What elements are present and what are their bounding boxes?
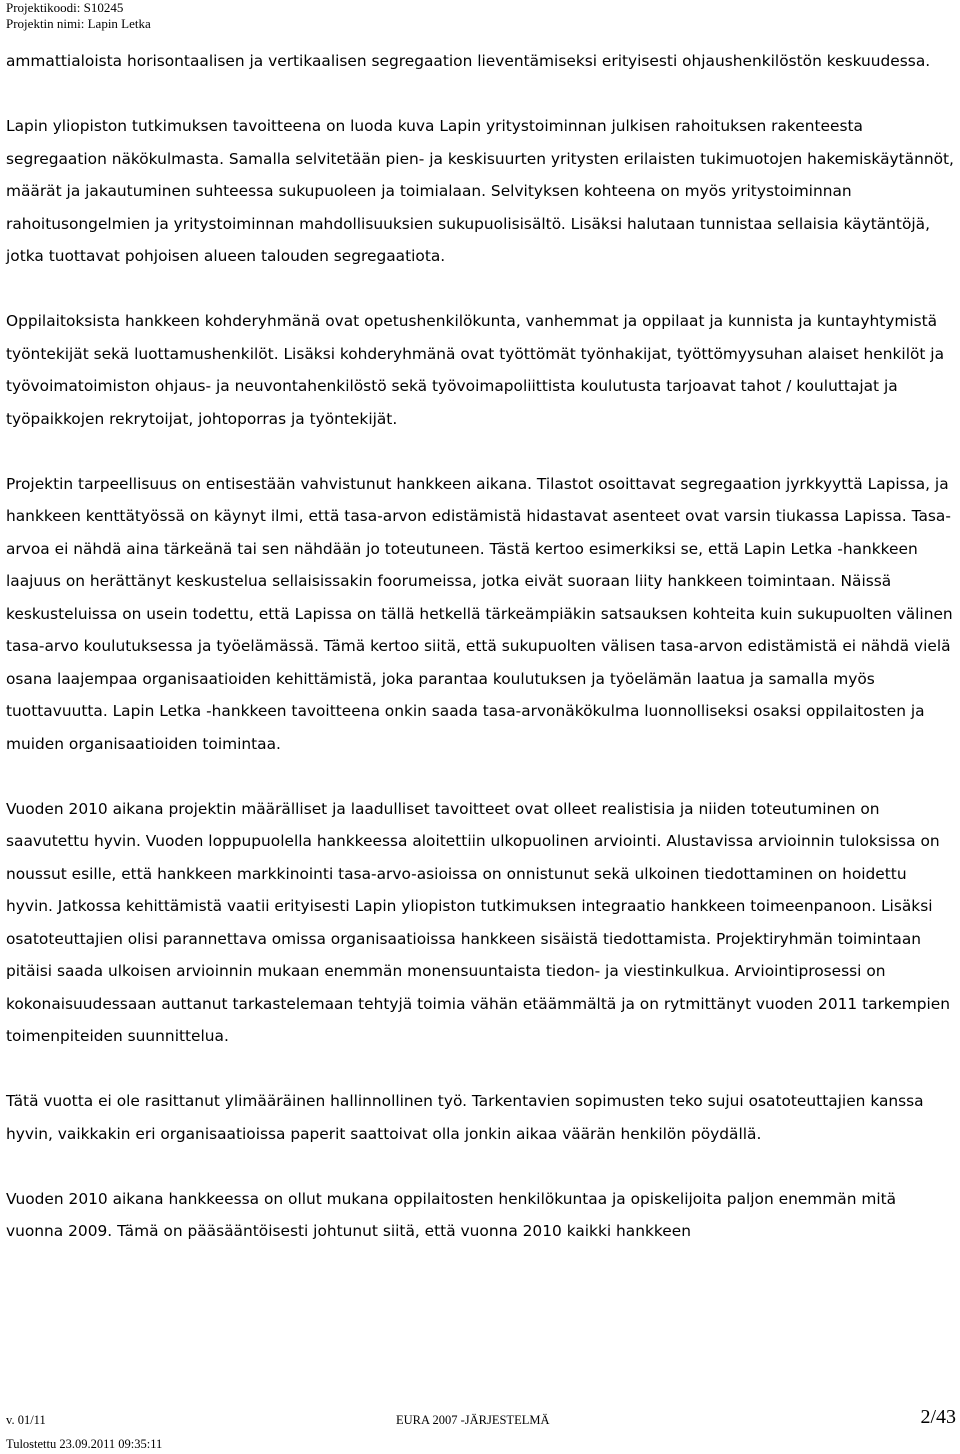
paragraph: Projektin tarpeellisuus on entisestään vahvistunut hankkeen aikana. Tilastot osoittavat segregaation jyrkkyyttä Lapissa, ja hankkeen kenttätyössä on käynyt ilmi, että tasa-arvon edistämistä hidastavat asenteet ovat varsin tiukassa Lapissa. Tasa-arvoa ei nähdä aina tärkeänä tai sen nähdään jo toteutuneen. Tästä kertoo esimerkiksi se, että Lapin Letka -hankkeen laajuus on herättänyt keskustelua sellaisissakin foorumeissa, jotka eivät suoraan liity hankkeen toimintaan. Näissä keskusteluissa on usein todettu, että Lapissa on tällä hetkellä tärkeämpiäkin satsauksen kohteita kuin sukupuolten välinen tasa-arvo koulutuksessa ja työelämässä. Tämä kertoo siitä, että sukupuolten välisen tasa-arvon edistämistä ei nähdä vielä osana laajempaa organisaatioiden kehittämistä, joka parantaa koulutuksen ja työelämän laatua ja samalla myös tuottavuutta. Lapin Letka -hankkeen tavoitteena onkin saada tasa-arvonäkökulma luonnolliseksi osaksi oppilaitosten ja muiden organisaatioiden toimintaa. [6,474,953,753]
paragraph: ammattialoista horisontaalisen ja vertikaalisen segregaation lieventämiseksi erityisesti ohjaushenkilöstön keskuudessa. [6,52,931,70]
page-footer [6,1406,956,1454]
system-name: EURA 2007 -JÄRJESTELMÄ [396,1413,550,1427]
paragraph: Oppilaitoksista hankkeen kohderyhmänä ovat opetushenkilökunta, vanhemmat ja oppilaat ja kunnista ja kuntayhtymistä työntekijät sekä luottamushenkilöt. Lisäksi kohderyhmänä ovat työttömät työnhakijat, työttömyysuhan alaiset henkilöt ja työvoimatoimiston ohjaus- ja neuvontahenkilöstö sekä työvoimapoliittista koulutusta tarjoavat tahot / kouluttajat ja työpaikkojen rekrytoijat, johtoporras ja työntekijät. [6,312,945,428]
project-name: Projektin nimi: Lapin Letka [6,16,151,31]
page-header [6,0,151,32]
document-body [6,45,958,1280]
paragraph: Lapin yliopiston tutkimuksen tavoitteena on luoda kuva Lapin yritystoiminnan julkisen rahoituksen rakenteesta segregaation näkökulmasta. Samalla selvitetään pien- ja keskisuurten yritysten erilaisten tukimuotojen hakemiskäytännöt, määrät ja jakautuminen suhteessa sukupuoleen ja toimialaan. Selvityksen kohteena on myös yritystoiminnan rahoitusongelmien ja yritystoiminnan mahdollisuuksien sukupuolisisältö. Lisäksi halutaan tunnistaa sellaisia käytäntöjä, jotka tuottavat pohjoisen alueen talouden segregaatiota. [6,117,954,265]
project-code: Projektikoodi: S10245 [6,0,124,15]
version-label: v. 01/11 [6,1413,46,1427]
print-timestamp: Tulostettu 23.09.2011 09:35:11 [6,1437,163,1451]
paragraph: Vuoden 2010 aikana projektin määrälliset ja laadulliset tavoitteet ovat olleet realistisia ja niiden toteutuminen on saavutettu hyvin. Vuoden loppupuolella hankkeessa aloitettiin ulkopuolinen arviointi. Alustavissa arvioinnin tuloksissa on noussut esille, että hankkeen markkinointi tasa-arvo-asioissa on onnistunut sekä ulkoinen tiedottaminen on hoidettu hyvin. Jatkossa kehittämistä vaatii erityisesti Lapin yliopiston tutkimuksen integraatio hankkeen toimeenpanoon. Lisäksi osatoteuttajien olisi parannettava omissa organisaatioissa hankkeen sisäistä tiedottamista. Projektiryhmän toimintaan pitäisi saada ulkoisen arvioinnin mukaan enemmän monensuuntaista tiedon- ja viestinkulkua. Arviointiprosessi on kokonaisuudessaan auttanut tarkastelemaan tehtyjä toimia vähän etäämmältä ja on rytmittänyt vuoden 2011 tarkempien toimenpiteiden suunnittelua. [6,799,950,1045]
page-number: 2/43 [920,1406,956,1428]
paragraph: Vuoden 2010 aikana hankkeessa on ollut mukana oppilaitosten henkilökuntaa ja opiskelijoita paljon enemmän mitä vuonna 2009. Tämä on pääsääntöisesti johtunut siitä, että vuonna 2010 kaikki hankkeen [6,1189,897,1240]
paragraph: Tätä vuotta ei ole rasittanut ylimääräinen hallinnollinen työ. Tarkentavien sopimusten teko sujui osatoteuttajien kanssa hyvin, vaikkakin eri organisaatioissa paperit saattoivat olla jonkin aikaa väärän henkilön pöydällä. [6,1092,924,1143]
